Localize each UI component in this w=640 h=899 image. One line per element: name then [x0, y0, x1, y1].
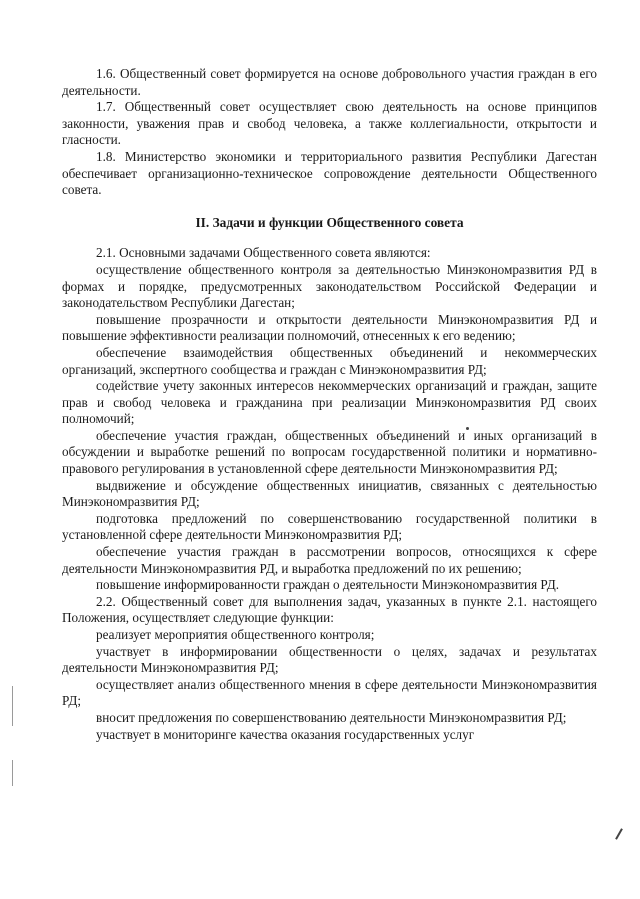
document-body — [62, 66, 597, 743]
paragraph-2-2: 2.2. Общественный совет для выполнения задач, указанных в пункте 2.1. настоящего Положения, осуществляет следующие функции: — [62, 593, 597, 626]
paragraph-1-8: 1.8. Министерство экономики и территориального развития Республики Дагестан обеспечивает организационно-техническое сопровождение деятельности Общественного совета. — [62, 148, 597, 198]
function-item: вносит предложения по совершенствованию деятельности Минэкономразвития РД; — [96, 709, 567, 725]
function-item: осуществляет анализ общественного мнения в сфере деятельности Минэкономразвития РД; — [62, 676, 597, 709]
scan-edge-line — [12, 760, 13, 786]
scan-speck — [615, 828, 623, 839]
task-item: обеспечение участия граждан в рассмотрении вопросов, относящихся к сфере деятельности Минэкономразвития РД, и выработка предложений по их решению; — [62, 544, 597, 576]
paragraph-1-7: 1.7. Общественный совет осуществляет свою деятельность на основе принципов законности, уважения прав и свобод человека, а также коллегиальности, открытости и гласности. — [62, 99, 597, 148]
paragraph-2-1: 2.1. Основными задачами Общественного совета являются: — [96, 245, 431, 261]
task-item: выдвижение и обсуждение общественных инициатив, связанных с деятельностью Минэкономразвития РД; — [62, 477, 597, 510]
paragraph-1-6: 1.6. Общественный совет формируется на основе добровольного участия граждан в его деятельности. — [62, 66, 597, 98]
task-item: повышение прозрачности и открытости деятельности Минэкономразвития РД и повышение эффективности реализации полномочий, отнесенных к его ведению; — [62, 311, 597, 344]
scan-edge-line — [12, 686, 13, 726]
function-item: участвует в мониторинге качества оказания государственных услуг — [96, 726, 475, 742]
task-item: осуществление общественного контроля за деятельностью Минэкономразвития РД в формах и порядке, предусмотренных законодательством Российской Федерации и законодательством Республики Дагестан; — [62, 261, 597, 311]
section-title: II. Задачи и функции Общественного совета — [195, 214, 464, 230]
task-item: подготовка предложений по совершенствованию государственной политики в установленной сфере деятельности Минэкономразвития РД; — [62, 510, 597, 543]
function-item: реализует мероприятия общественного контроля; — [96, 627, 375, 642]
function-item: участвует в информировании общественности о целях, задачах и результатах деятельности Минэкономразвития РД; — [62, 643, 597, 676]
task-item: обеспечение взаимодействия общественных объединений и некоммерческих организаций, экспертного сообщества и граждан с Минэкономразвития РД; — [62, 344, 597, 377]
task-item: содействие учету законных интересов некоммерческих организаций и граждан, защите прав и свобод человека и гражданина при реализации Минэкономразвития РД своих полномочий; — [62, 378, 597, 427]
task-item: обеспечение участия граждан, общественных объединений и иных организаций в обсуждении и выработке решений по вопросам государственной политики и нормативно-правового регулирования в установленной сфере деятельности Минэкономразвития РД; — [62, 427, 597, 477]
task-item: повышение информированности граждан о деятельности Минэкономразвития РД. — [96, 577, 560, 593]
